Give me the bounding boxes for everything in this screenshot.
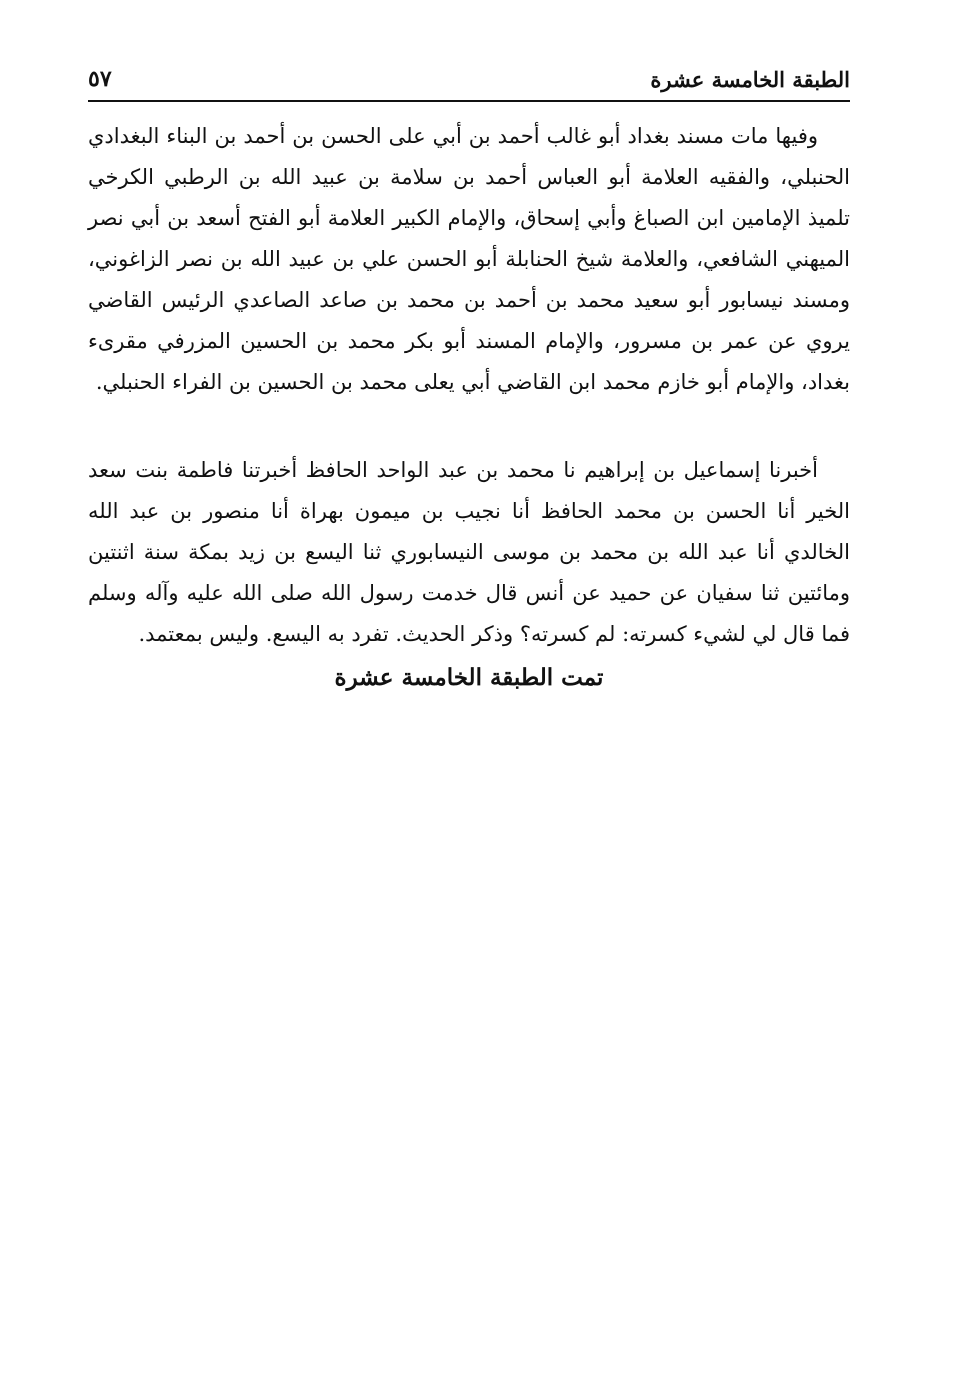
- running-title: الطبقة الخامسة عشرة: [650, 67, 850, 92]
- paragraph-hadith: [88, 450, 850, 655]
- paragraph-1-text: وفيها مات مسند بغداد أبو غالب أحمد بن أبي على الحسن بن أحمد بن البناء البغدادي الحنبلي، والفقيه العلامة أبو العباس أحمد بن سلامة بن عبيد الله بن الرطبي الكرخي تلميذ الإمامين ابن الصباغ وأبي إسحاق، والإمام الكبير العلامة أبو الفتح أسعد بن أبي نصر الميهني الشافعي، والعلامة شيخ الحنابلة أبو الحسن علي بن عبيد الله بن نصر الزاغوني، ومسند نيسابور أبو سعيد محمد بن أحمد بن محمد بن صاعد الصاعدي الرئيس القاضي يروي عن عمر بن مسرور، والإمام المسند أبو بكر محمد بن الحسين المزرفي مقرىء بغداد، والإمام أبو خازم محمد ابن القاضي أبي يعلى محمد بن الحسين بن الفراء الحنبلي.: [88, 124, 850, 394]
- page-header: [88, 52, 850, 92]
- section-end-title: تمت الطبقة الخامسة عشرة: [334, 664, 604, 691]
- paragraph-2-text: أخبرنا إسماعيل بن إبراهيم نا محمد بن عبد الواحد الحافظ أخبرتنا فاطمة بنت سعد الخير أنا الحسن بن محمد الحافظ أنا نجيب بن ميمون بهراة أنا منصور بن عبد الله الخالدي أنا عبد الله بن محمد بن موسى النيسابوري ثنا اليسع بن زيد بمكة سنة اثنتين ومائتين ثنا سفيان عن حميد عن أنس قال خدمت رسول الله صلى الله عليه وآله وسلم فما قال لي لشيء كسرته: لم كسرته؟ وذكر الحديث. تفرد به اليسع. وليس بمعتمد.: [88, 458, 850, 646]
- paragraph-deaths: [88, 116, 850, 403]
- header-rule: [88, 100, 850, 102]
- page-number: ٥٧: [88, 66, 112, 92]
